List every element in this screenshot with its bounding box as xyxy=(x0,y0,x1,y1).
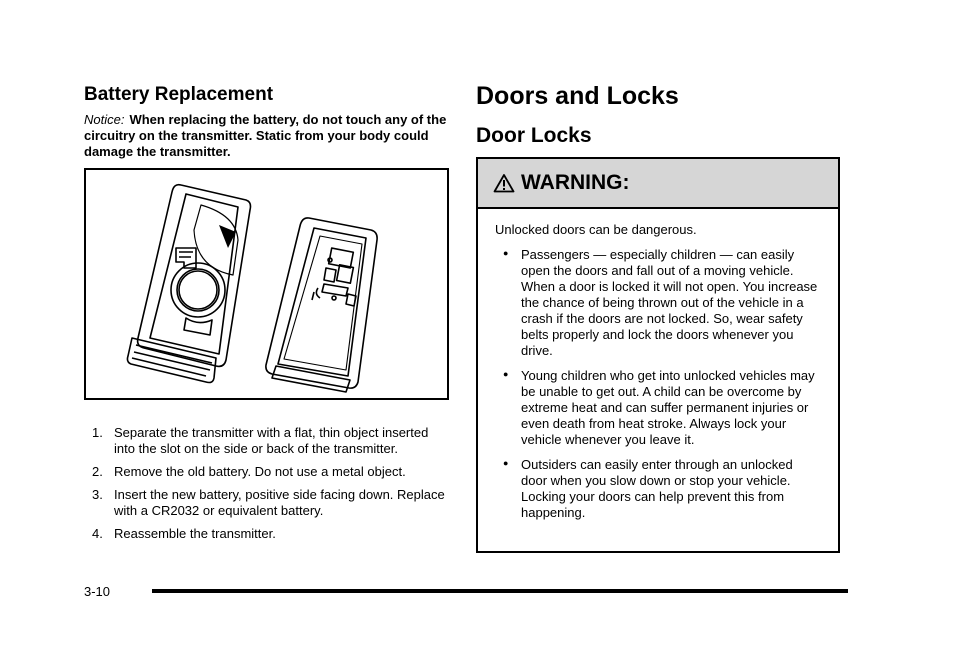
door-locks-heading: Door Locks xyxy=(476,124,592,147)
step-number: 1. xyxy=(92,425,103,440)
battery-steps-list xyxy=(92,425,452,549)
warning-box xyxy=(476,157,840,553)
step-number: 4. xyxy=(92,526,103,541)
page-number: 3-10 xyxy=(84,584,111,599)
list-item xyxy=(92,526,452,542)
footer-rule xyxy=(152,589,848,593)
list-item xyxy=(495,368,822,448)
list-item xyxy=(92,464,452,480)
list-item xyxy=(92,487,452,519)
step-number: 2. xyxy=(92,464,103,479)
bullet-text: Outsiders can easily enter through an unlocked door when you slow down or stop your vehicle. Locking your doors can help prevent this from happening. xyxy=(521,457,793,520)
list-item xyxy=(495,247,822,359)
bullet-icon: ● xyxy=(503,248,509,258)
bullet-text: Young children who get into unlocked vehicles may be unable to get out. A child can be overcome by extreme heat and can suffer permanent injuries or even death from heat stroke. Always lock your vehicle whenever you leave it. xyxy=(521,368,815,447)
step-text: Reassemble the transmitter. xyxy=(114,526,276,541)
transmitter-drawing xyxy=(86,170,447,398)
notice-label: Notice: xyxy=(84,112,125,127)
notice-text: When replacing the battery, do not touch any of the circuitry on the transmitter. Static from your body could damage the transmitter. xyxy=(84,112,447,159)
step-number: 3. xyxy=(92,487,103,502)
notice-paragraph xyxy=(84,112,454,160)
warning-title: WARNING: xyxy=(521,171,630,194)
step-text: Insert the new battery, positive side facing down. Replace with a CR2032 or equivalent battery. xyxy=(114,487,445,518)
bullet-icon: ● xyxy=(503,369,509,379)
warning-body xyxy=(478,209,838,521)
transmitter-illustration xyxy=(84,168,449,400)
warning-triangle-icon xyxy=(493,173,515,193)
list-item xyxy=(495,457,822,521)
bullet-text: Passengers — especially children — can easily open the doors and fall out of a moving vehicle. When a door is locked it will not open. You increase the chance of being thrown out of the vehicle in a crash if the doors are not locked. So, wear safety belts properly and lock the doors whenever you drive. xyxy=(521,247,818,358)
chapter-title: Doors and Locks xyxy=(476,82,679,110)
battery-replacement-heading: Battery Replacement xyxy=(84,84,274,105)
bullet-icon: ● xyxy=(503,458,509,468)
step-text: Remove the old battery. Do not use a metal object. xyxy=(114,464,406,479)
list-item xyxy=(92,425,452,457)
warning-header xyxy=(478,159,838,209)
step-text: Separate the transmitter with a flat, thin object inserted into the slot on the side or back of the transmitter. xyxy=(114,425,429,456)
warning-intro: Unlocked doors can be dangerous. xyxy=(495,222,697,237)
